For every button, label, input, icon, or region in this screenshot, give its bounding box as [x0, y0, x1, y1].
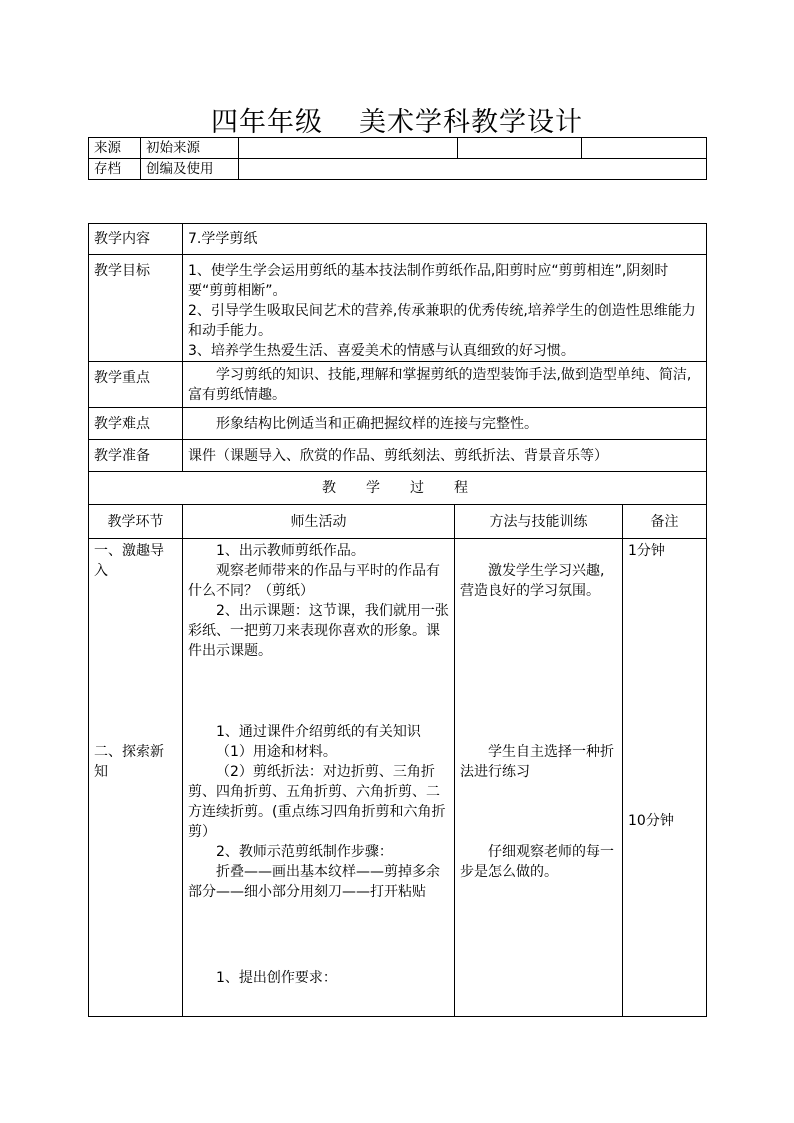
method-item: 学生自主选择一种折法进行练习	[460, 744, 614, 780]
activity-item: 1、出示教师剪纸作品。	[216, 543, 365, 559]
info-table	[88, 137, 707, 180]
activity-item: 2、教师示范剪纸制作步骤：	[216, 844, 393, 860]
stage-name: 二、探索新知	[94, 744, 164, 780]
source-value: 初始来源	[141, 138, 239, 159]
header-stage: 教学环节	[89, 505, 183, 539]
difficulty-value: 形象结构比例适当和正确把握纹样的连接与完整性。	[183, 408, 707, 440]
goal-item: 2、引导学生吸取民间艺术的营养,传承兼职的优秀传统,培养学生的创造性思维能力和动手能力。	[188, 303, 696, 339]
focus-label: 教学重点	[89, 362, 183, 408]
goal-label: 教学目标	[89, 255, 183, 362]
activity-item: （2）剪纸折法：对边折剪、三角折剪、四角折剪、五角折剪、六角折剪、二方连续折剪。(重点练习四角折剪和六角折剪）	[188, 764, 446, 840]
title-subject: 美术学科教学设计	[359, 107, 583, 138]
header-activity: 师生活动	[183, 505, 455, 539]
lesson-plan-table	[88, 223, 707, 1017]
method-item: 仔细观察老师的每一步是怎么做的。	[460, 844, 614, 880]
activity-item: 观察老师带来的作品与平时的作品有什么不同？（剪纸）	[188, 563, 440, 599]
activity-item: 1、提出创作要求：	[216, 970, 337, 986]
archive-value: 创编及使用	[141, 159, 239, 180]
prep-value: 课件（课题导入、欣赏的作品、剪纸刻法、剪纸折法、背景音乐等）	[183, 440, 707, 472]
header-method: 方法与技能训练	[455, 505, 623, 539]
page-title	[0, 100, 794, 139]
method-column	[455, 539, 623, 1017]
content-label: 教学内容	[89, 224, 183, 255]
stage-name: 一、激趣导入	[94, 543, 164, 579]
goal-list	[183, 255, 707, 362]
difficulty-label: 教学难点	[89, 408, 183, 440]
goal-item: 3、培养学生热爱生活、喜爱美术的情感与认真细致的好习惯。	[188, 343, 575, 359]
note-item: 1分钟	[628, 543, 665, 559]
process-header: 教学过程	[89, 472, 707, 505]
header-note: 备注	[623, 505, 707, 539]
focus-value: 学习剪纸的知识、技能,理解和掌握剪纸的造型装饰手法,做到造型单纯、简洁,富有剪纸情趣。	[183, 362, 707, 408]
activity-item: 2、出示课题：这节课，我们就用一张彩纸、一把剪刀来表现你喜欢的形象。课件出示课题。	[188, 603, 449, 659]
activity-column	[183, 539, 455, 1017]
stage-column	[89, 539, 183, 1017]
title-grade: 四年年级	[211, 107, 323, 138]
note-column	[623, 539, 707, 1017]
content-value: 7.学学剪纸	[183, 224, 707, 255]
method-item: 激发学生学习兴趣,营造良好的学习氛围。	[460, 563, 605, 599]
source-label: 来源	[89, 138, 141, 159]
note-item: 10分钟	[628, 813, 674, 829]
activity-item: （1）用途和材料。	[216, 744, 337, 760]
activity-item: 1、通过课件介绍剪纸的有关知识	[216, 724, 421, 740]
prep-label: 教学准备	[89, 440, 183, 472]
archive-label: 存档	[89, 159, 141, 180]
activity-item: 折叠——画出基本纹样——剪掉多余部分——细小部分用刻刀——打开粘贴	[188, 864, 440, 900]
goal-item: 1、使学生学会运用剪纸的基本技法制作剪纸作品,阳剪时应“剪剪相连”,阴刻时要“剪剪相断”。	[188, 263, 669, 299]
